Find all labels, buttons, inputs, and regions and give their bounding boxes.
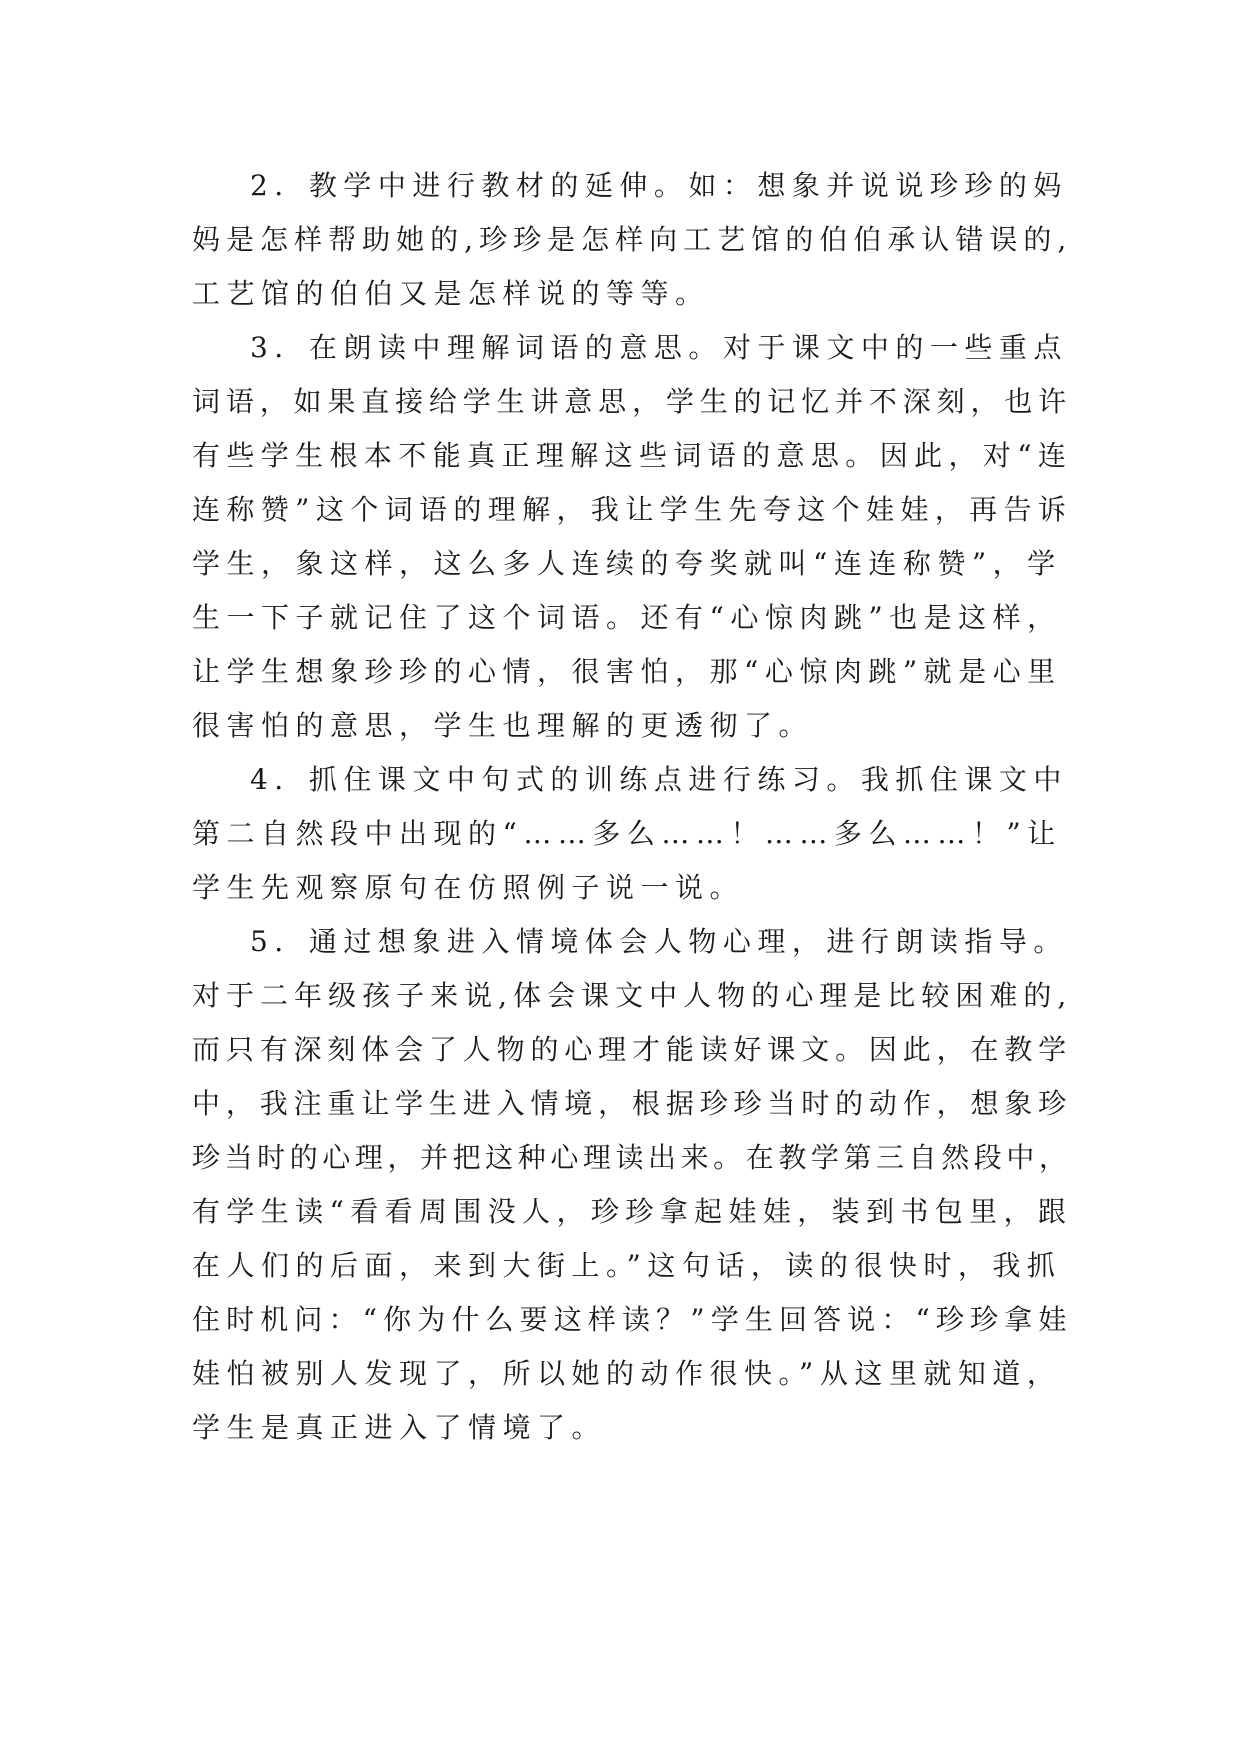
paragraph-3-line: 让学生想象珍珍的心情，很害怕，那“心惊肉跳”就是心里 xyxy=(192,655,1062,688)
paragraph-3-line: 有些学生根本不能真正理解这些词语的意思。因此，对“连 xyxy=(192,439,1073,472)
paragraph-3-line: 学生，象这样，这么多人连续的夸奖就叫“连连称赞”，学 xyxy=(192,547,1062,580)
paragraph-5-line: 有学生读“看看周围没人，珍珍拿起娃娃，装到书包里，跟 xyxy=(192,1195,1073,1228)
paragraph-2-line: 工艺馆的伯伯又是怎样说的等等。 xyxy=(192,277,710,310)
paragraph-5-line: 对于二年级孩子来说,体会课文中人物的心理是比较困难的, xyxy=(192,979,1073,1012)
paragraph-4-line: 学生先观察原句在仿照例子说一说。 xyxy=(192,871,745,904)
paragraph-2-line: 2．教学中进行教材的延伸。如：想象并说说珍珍的妈 xyxy=(250,169,1068,202)
paragraph-5-line: 娃怕被别人发现了，所以她的动作很快。”从这里就知道， xyxy=(192,1357,1062,1390)
paragraph-5-line: 住时机问：“你为什么要这样读？”学生回答说：“珍珍拿娃 xyxy=(192,1303,1073,1336)
paragraph-5-line: 中，我注重让学生进入情境，根据珍珍当时的动作，想象珍 xyxy=(192,1087,1073,1120)
paragraph-2-line: 妈是怎样帮助她的,珍珍是怎样向工艺馆的伯伯承认错误的, xyxy=(192,223,1073,256)
paragraph-5-line: 而只有深刻体会了人物的心理才能读好课文。因此，在教学 xyxy=(192,1033,1073,1066)
paragraph-5-line: 珍当时的心理，并把这种心理读出来。在教学第三自然段中， xyxy=(192,1141,1072,1174)
paragraph-4-line: 4．抓住课文中句式的训练点进行练习。我抓住课文中 xyxy=(250,763,1068,796)
paragraph-5-line: 学生是真正进入了情境了。 xyxy=(192,1411,607,1444)
paragraph-3-line: 很害怕的意思，学生也理解的更透彻了。 xyxy=(192,709,814,742)
paragraph-3-line: 3．在朗读中理解词语的意思。对于课文中的一些重点 xyxy=(250,331,1068,364)
paragraph-5-line: 5．通过想象进入情境体会人物心理，进行朗读指导。 xyxy=(250,925,1068,958)
paragraph-5-line: 在人们的后面，来到大街上。”这句话，读的很快时，我抓 xyxy=(192,1249,1062,1282)
paragraph-3-line: 连称赞”这个词语的理解，我让学生先夸这个娃娃，再告诉 xyxy=(192,493,1073,526)
paragraph-3-line: 生一下子就记住了这个词语。还有“心惊肉跳”也是这样， xyxy=(192,601,1062,634)
paragraph-4-line: 第二自然段中出现的“……多么……！……多么……！”让 xyxy=(192,817,1062,850)
paragraph-3-line: 词语，如果直接给学生讲意思，学生的记忆并不深刻，也许 xyxy=(192,385,1073,418)
